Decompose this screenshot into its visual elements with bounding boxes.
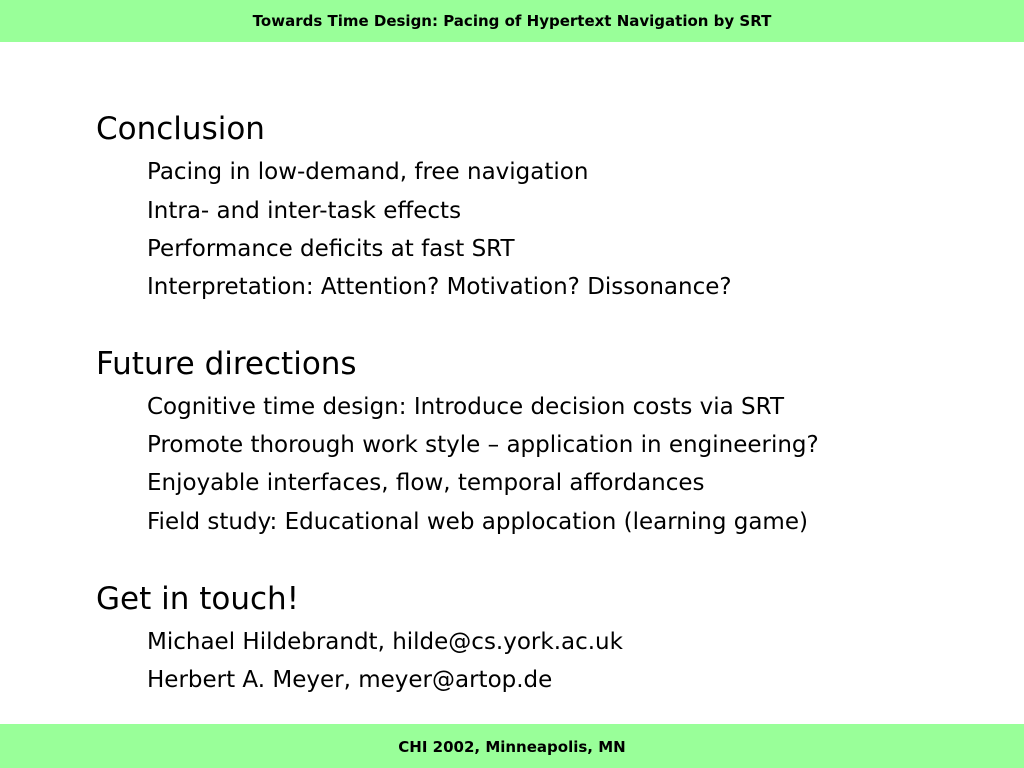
footer-bar — [0, 724, 1024, 768]
section-heading-future-directions: Future directions — [96, 346, 357, 382]
header-bar — [0, 0, 1024, 42]
slide-title: Towards Time Design: Pacing of Hypertext Navigation by SRT — [252, 11, 772, 30]
future-directions-item: Enjoyable interfaces, flow, temporal affordances — [147, 470, 705, 496]
conclusion-item: Performance deficits at fast SRT — [147, 236, 515, 262]
section-heading-conclusion: Conclusion — [96, 111, 265, 147]
future-directions-item: Cognitive time design: Introduce decision costs via SRT — [147, 394, 784, 420]
future-directions-item: Promote thorough work style – application in engineering? — [147, 432, 819, 458]
conclusion-item: Intra- and inter-task effects — [147, 198, 462, 224]
conclusion-item: Interpretation: Attention? Motivation? Dissonance? — [147, 274, 732, 300]
contact-item: Michael Hildebrandt, hilde@cs.york.ac.uk — [147, 629, 623, 655]
contact-item: Herbert A. Meyer, meyer@artop.de — [147, 667, 553, 693]
future-directions-item: Field study: Educational web applocation (learning game) — [147, 509, 808, 535]
section-heading-get-in-touch: Get in touch! — [96, 581, 300, 617]
footer-conference: CHI 2002, Minneapolis, MN — [398, 738, 626, 756]
conclusion-item: Pacing in low-demand, free navigation — [147, 159, 589, 185]
